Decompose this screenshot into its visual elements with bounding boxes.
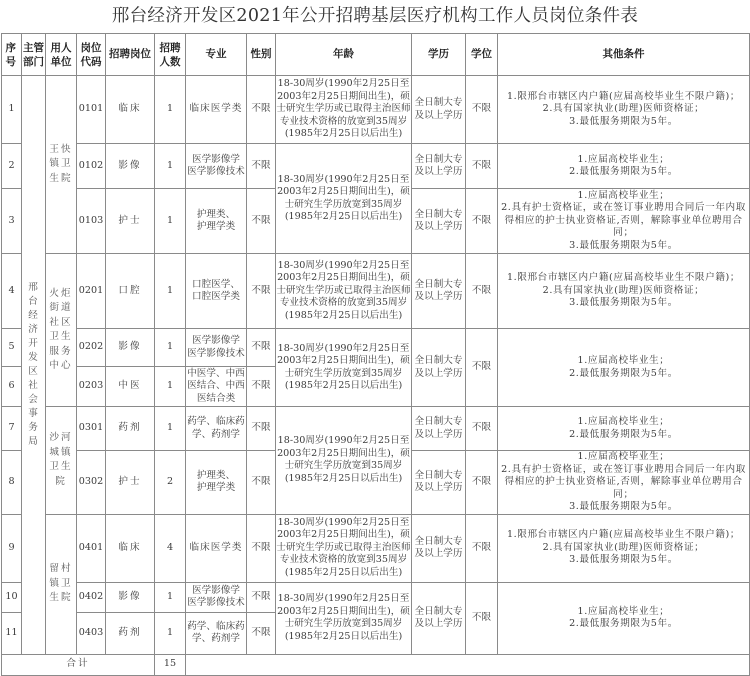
count-cell: 1 [155, 582, 186, 612]
gender-cell: 不限 [247, 514, 276, 582]
count-cell: 1 [155, 254, 186, 329]
seq-cell: 2 [2, 144, 22, 189]
post-cell: 护士 [106, 189, 155, 254]
other-conditions-cell: 1.应届高校毕业生； 2.最低服务期限为5年。 [498, 329, 750, 407]
header-count: 招聘人数 [155, 34, 186, 76]
age-cell: 18-30周岁(1990年2月25日至2003年2月25日期间出生)，硕士研究生学历放宽到35周岁(1985年2月25日以后出生) [276, 144, 412, 254]
post-cell: 口腔 [106, 254, 155, 329]
code-cell: 0402 [77, 582, 106, 612]
other-conditions-cell: 1.应届高校毕业生； 2.具有护士资格证，或在签订事业聘用合同后一年内取得相应的护士执业资格证,否则，解除事业单位聘用合同； 3.最低服务期限为5年。 [498, 451, 750, 515]
post-cell: 影像 [106, 329, 155, 367]
seq-cell: 11 [2, 612, 22, 654]
degree-cell: 不限 [466, 451, 498, 515]
code-cell: 0203 [77, 367, 106, 407]
education-cell: 全日制大专 及以上学历 [412, 329, 466, 407]
count-cell: 1 [155, 367, 186, 407]
gender-cell: 不限 [247, 612, 276, 654]
other-conditions-cell: 1.应届高校毕业生； 2.最低服务期限为5年。 [498, 582, 750, 654]
unit-cell: 沙河城镇卫生院 [46, 407, 77, 515]
seq-cell: 10 [2, 582, 22, 612]
count-cell: 1 [155, 329, 186, 367]
total-count: 15 [155, 654, 186, 675]
major-cell: 护理类、 护理学类 [186, 189, 247, 254]
gender-cell: 不限 [247, 451, 276, 515]
code-cell: 0302 [77, 451, 106, 515]
major-cell: 临床医学类 [186, 514, 247, 582]
header-age: 年龄 [276, 34, 412, 76]
count-cell: 1 [155, 612, 186, 654]
post-cell: 影像 [106, 582, 155, 612]
table-row [2, 582, 750, 612]
degree-cell: 不限 [466, 582, 498, 654]
major-cell: 药学、临床药 学、药剂学 [186, 612, 247, 654]
seq-cell: 4 [2, 254, 22, 329]
table-row [2, 329, 750, 367]
post-cell: 药剂 [106, 407, 155, 451]
other-conditions-cell: 1.限邢台市辖区内户籍(应届高校毕业生不限户籍)； 2.具有国家执业(助理)医师资格证； 3.最低服务期限为5年。 [498, 514, 750, 582]
code-cell: 0202 [77, 329, 106, 367]
education-cell: 全日制大专 及以上学历 [412, 144, 466, 189]
post-cell: 临床 [106, 76, 155, 144]
age-cell: 18-30周岁(1990年2月25日至2003年2月25日期间出生)，硕士研究生学历放宽到35周岁(1985年2月25日以后出生) [276, 407, 412, 515]
position-conditions-table [1, 33, 750, 676]
other-conditions-cell: 1.应届高校毕业生； 2.最低服务期限为5年。 [498, 407, 750, 451]
count-cell: 1 [155, 189, 186, 254]
unit-cell: 王快镇卫生院 [46, 76, 77, 254]
degree-cell: 不限 [466, 189, 498, 254]
post-cell: 临床 [106, 514, 155, 582]
count-cell: 1 [155, 144, 186, 189]
degree-cell: 不限 [466, 329, 498, 407]
seq-cell: 3 [2, 189, 22, 254]
seq-cell: 9 [2, 514, 22, 582]
seq-cell: 5 [2, 329, 22, 367]
header-row [2, 34, 750, 76]
header-unit: 用人单位 [46, 34, 77, 76]
degree-cell: 不限 [466, 144, 498, 189]
education-cell: 全日制大专 及以上学历 [412, 407, 466, 451]
post-cell: 影像 [106, 144, 155, 189]
education-cell: 全日制大专 及以上学历 [412, 451, 466, 515]
major-cell: 药学、临床药 学、药剂学 [186, 407, 247, 451]
table-row [2, 254, 750, 329]
major-cell: 医学影像学 医学影像技术 [186, 582, 247, 612]
major-cell: 医学影像学 医学影像技术 [186, 329, 247, 367]
education-cell: 全日制大专 及以上学历 [412, 76, 466, 144]
other-conditions-cell: 1.应届高校毕业生； 2.最低服务期限为5年。 [498, 144, 750, 189]
education-cell: 全日制大专 及以上学历 [412, 189, 466, 254]
header-code: 岗位代码 [77, 34, 106, 76]
other-conditions-cell: 1.应届高校毕业生； 2.具有护士资格证，或在签订事业聘用合同后一年内取得相应的护士执业资格证,否则，解除事业单位聘用合同； 3.最低服务期限为5年。 [498, 189, 750, 254]
degree-cell: 不限 [466, 76, 498, 144]
major-cell: 中医学、中西 医结合、中西 医结合类 [186, 367, 247, 407]
degree-cell: 不限 [466, 254, 498, 329]
gender-cell: 不限 [247, 254, 276, 329]
total-label: 合计 [2, 654, 155, 675]
seq-cell: 7 [2, 407, 22, 451]
header-other: 其他条件 [498, 34, 750, 76]
seq-cell: 6 [2, 367, 22, 407]
gender-cell: 不限 [247, 144, 276, 189]
header-gender: 性别 [247, 34, 276, 76]
seq-cell: 8 [2, 451, 22, 515]
post-cell: 药剂 [106, 612, 155, 654]
page-title: 邢台经济开发区2021年公开招聘基层医疗机构工作人员岗位条件表 [111, 6, 639, 26]
gender-cell: 不限 [247, 582, 276, 612]
gender-cell: 不限 [247, 407, 276, 451]
table-row [2, 407, 750, 451]
major-cell: 口腔医学、 口腔医学类 [186, 254, 247, 329]
other-conditions-cell: 1.限邢台市辖区内户籍(应届高校毕业生不限户籍)； 2.具有国家执业(助理)医师资格证； 3.最低服务期限为5年。 [498, 76, 750, 144]
header-degree: 学位 [466, 34, 498, 76]
table-row [2, 76, 750, 144]
unit-cell: 留村镇卫生院 [46, 514, 77, 654]
post-cell: 护士 [106, 451, 155, 515]
code-cell: 0102 [77, 144, 106, 189]
header-post: 招聘岗位 [106, 34, 155, 76]
age-cell: 18-30周岁(1990年2月25日至2003年2月25日期间出生)，硕士研究生学历或已取得主治医师专业技术资格的放宽到35周岁(1985年2月25日以后出生) [276, 76, 412, 144]
age-cell: 18-30周岁(1990年2月25日至2003年2月25日期间出生)，硕士研究生学历或已取得主治医师专业技术资格的放宽到35周岁(1985年2月25日以后出生) [276, 254, 412, 329]
gender-cell: 不限 [247, 329, 276, 367]
gender-cell: 不限 [247, 189, 276, 254]
header-education: 学历 [412, 34, 466, 76]
header-major: 专业 [186, 34, 247, 76]
major-cell: 医学影像学 医学影像技术 [186, 144, 247, 189]
education-cell: 全日制大专 及以上学历 [412, 514, 466, 582]
unit-cell: 火炬街道社区卫生服务中心 [46, 254, 77, 407]
age-cell: 18-30周岁(1990年2月25日至2003年2月25日期间出生)，硕士研究生学历放宽到35周岁(1985年2月25日以后出生) [276, 329, 412, 407]
code-cell: 0403 [77, 612, 106, 654]
count-cell: 1 [155, 407, 186, 451]
seq-cell: 1 [2, 76, 22, 144]
table-row [2, 514, 750, 582]
code-cell: 0401 [77, 514, 106, 582]
age-cell: 18-30周岁(1990年2月25日至2003年2月25日期间出生)，硕士研究生学历或已取得主治医师专业技术资格的放宽到35周岁(1985年2月25日以后出生) [276, 514, 412, 582]
code-cell: 0101 [77, 76, 106, 144]
degree-cell: 不限 [466, 407, 498, 451]
age-cell: 18-30周岁(1990年2月25日至2003年2月25日期间出生)，硕士研究生学历放宽到35周岁(1985年2月25日以后出生) [276, 582, 412, 654]
code-cell: 0103 [77, 189, 106, 254]
count-cell: 2 [155, 451, 186, 515]
total-blank [186, 654, 750, 675]
gender-cell: 不限 [247, 76, 276, 144]
major-cell: 临床医学类 [186, 76, 247, 144]
post-cell: 中医 [106, 367, 155, 407]
count-cell: 4 [155, 514, 186, 582]
code-cell: 0301 [77, 407, 106, 451]
table-row [2, 144, 750, 189]
education-cell: 全日制大专 及以上学历 [412, 254, 466, 329]
total-row [2, 654, 750, 675]
degree-cell: 不限 [466, 514, 498, 582]
header-seq: 序号 [2, 34, 22, 76]
other-conditions-cell: 1.限邢台市辖区内户籍(应届高校毕业生不限户籍)； 2.具有国家执业(助理)医师资格证； 3.最低服务期限为5年。 [498, 254, 750, 329]
count-cell: 1 [155, 76, 186, 144]
education-cell: 全日制大专 及以上学历 [412, 582, 466, 654]
gender-cell: 不限 [247, 367, 276, 407]
header-dept: 主管部门 [22, 34, 46, 76]
major-cell: 护理类、 护理学类 [186, 451, 247, 515]
dept-cell: 邢台经济开发区社会事务局 [22, 76, 46, 655]
code-cell: 0201 [77, 254, 106, 329]
